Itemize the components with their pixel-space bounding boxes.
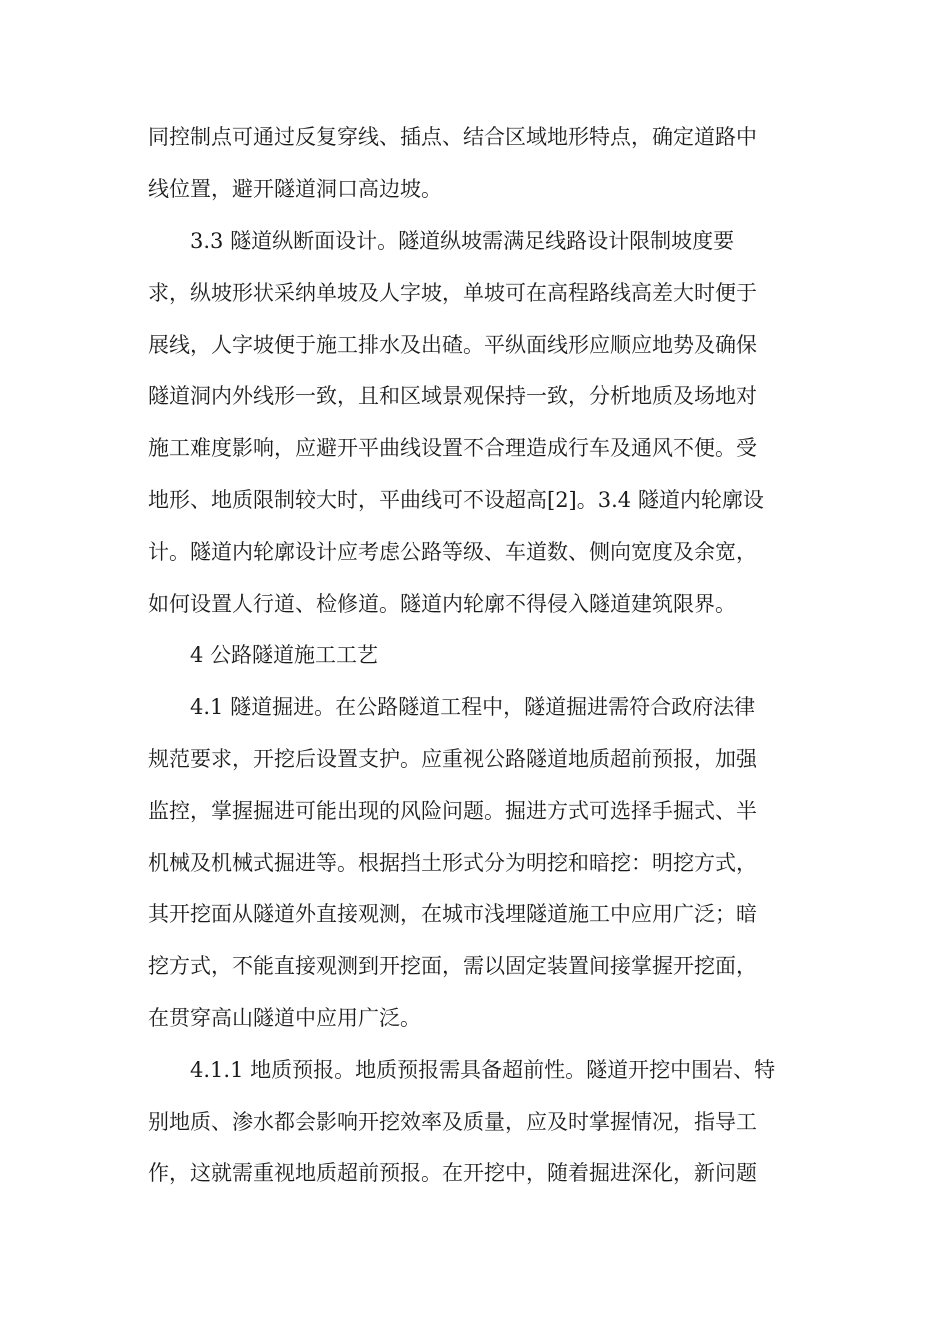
paragraph-start-line: 3.3 隧道纵断面设计。隧道纵坡需满足线路设计限制坡度要	[190, 229, 735, 253]
text-line: 线位置，避开隧道洞口高边坡。	[148, 177, 442, 201]
text-line: 地形、地质限制较大时，平曲线可不设超高[2]。3.4 隧道内轮廓设	[148, 488, 764, 512]
text-line: 如何设置人行道、检修道。隧道内轮廓不得侵入隧道建筑限界。	[148, 592, 736, 616]
text-line: 在贯穿高山隧道中应用广泛。	[148, 1006, 421, 1030]
text-line: 隧道洞内外线形一致，且和区域景观保持一致，分析地质及场地对	[148, 384, 757, 408]
text-line: 别地质、渗水都会影响开挖效率及质量，应及时掌握情况，指导工	[148, 1110, 757, 1134]
text-line: 监控，掌握掘进可能出现的风险问题。掘进方式可选择手掘式、半	[148, 799, 757, 823]
text-line: 求，纵坡形状采纳单坡及人字坡，单坡可在高程路线高差大时便于	[148, 281, 757, 305]
text-line: 同控制点可通过反复穿线、插点、结合区域地形特点，确定道路中	[148, 125, 757, 149]
section-heading: 4 公路隧道施工工艺	[190, 643, 379, 667]
paragraph-start-line: 4.1.1 地质预报。地质预报需具备超前性。隧道开挖中围岩、特	[190, 1058, 776, 1082]
text-line: 规范要求，开挖后设置支护。应重视公路隧道地质超前预报，加强	[148, 747, 757, 771]
text-line: 挖方式，不能直接观测到开挖面，需以固定装置间接掌握开挖面，	[148, 954, 757, 978]
text-line: 其开挖面从隧道外直接观测，在城市浅埋隧道施工中应用广泛；暗	[148, 902, 757, 926]
text-line: 机械及机械式掘进等。根据挡土形式分为明挖和暗挖：明挖方式，	[148, 851, 757, 875]
text-line: 展线，人字坡便于施工排水及出碴。平纵面线形应顺应地势及确保	[148, 333, 757, 357]
text-line: 作，这就需重视地质超前预报。在开挖中，随着掘进深化，新问题	[148, 1161, 757, 1185]
text-line: 计。隧道内轮廓设计应考虑公路等级、车道数、侧向宽度及余宽，	[148, 540, 757, 564]
paragraph-start-line: 4.1 隧道掘进。在公路隧道工程中，隧道掘进需符合政府法律	[190, 695, 756, 719]
text-line: 施工难度影响，应避开平曲线设置不合理造成行车及通风不便。受	[148, 436, 757, 460]
